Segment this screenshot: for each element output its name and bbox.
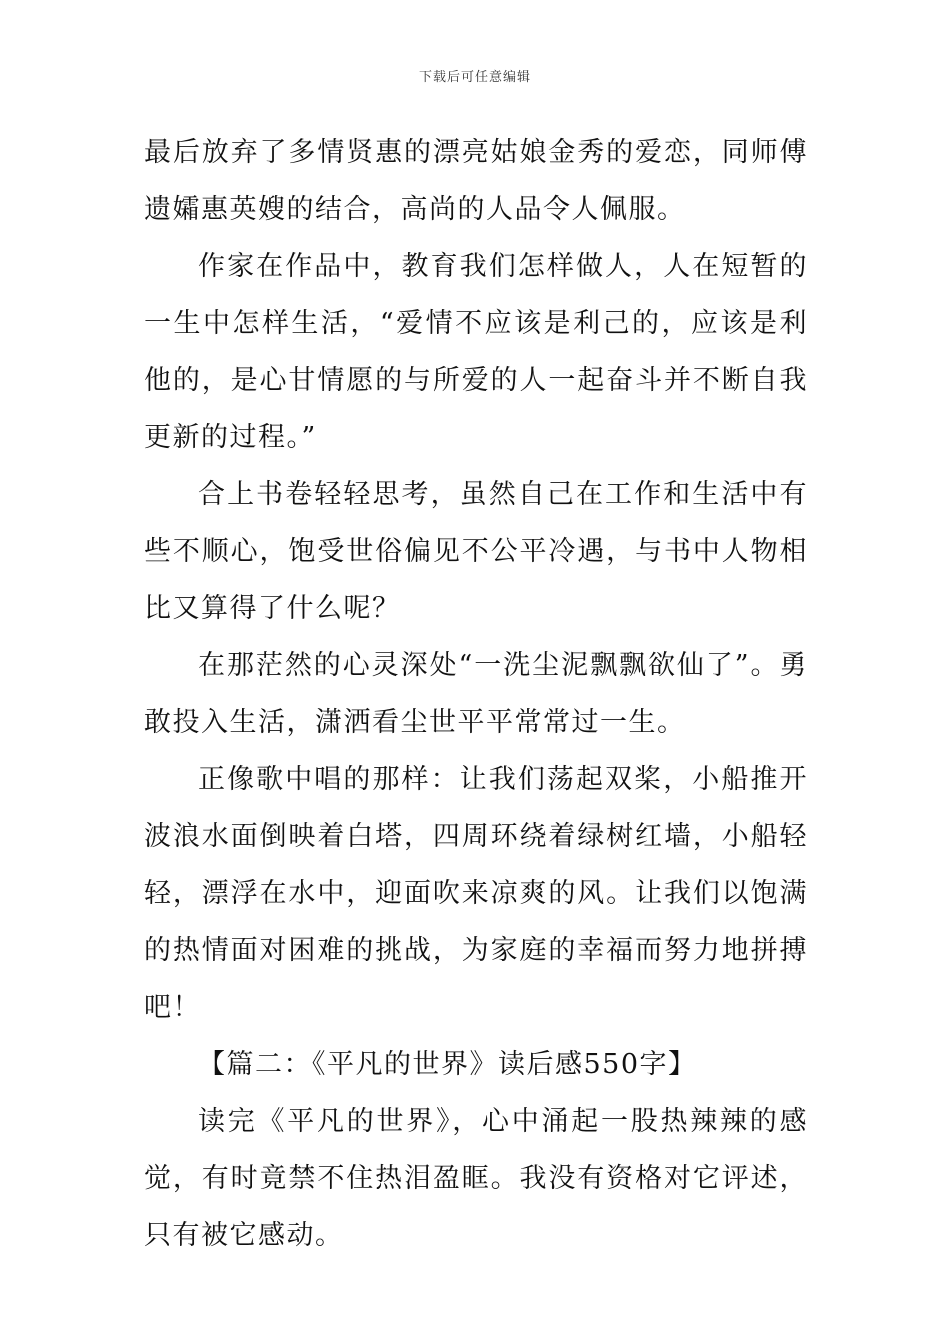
section-heading: 【篇二：《平凡的世界》读后感550字】 xyxy=(198,1049,697,1080)
paragraph-6: 读完《平凡的世界》，心中涌起一股热辣辣的感觉，有时竟禁不住热泪盈眶。我没有资格对它评述，只有被它感动。 xyxy=(144,1106,808,1251)
paragraph-5: 正像歌中唱的那样：让我们荡起双桨，小船推开波浪水面倒映着白塔，四周环绕着绿树红墙，小船轻轻，漂浮在水中，迎面吹来凉爽的风。让我们以饱满的热情面对困难的挑战，为家庭的幸福而努力地拼搏吧！ xyxy=(144,764,808,1023)
page-header: 下载后可任意编辑 xyxy=(418,70,531,85)
paragraph-2: 作家在作品中，教育我们怎样做人，人在短暂的一生中怎样生活，“爱情不应该是利己的，应该是利他的，是心甘情愿的与所爱的人一起奋斗并不断自我更新的过程。” xyxy=(144,251,808,453)
paragraph-4: 在那茫然的心灵深处“一洗尘泥飘飘欲仙了”。勇敢投入生活，潇洒看尘世平平常常过一生。 xyxy=(144,650,808,738)
paragraph-1: 最后放弃了多情贤惠的漂亮姑娘金秀的爱恋，同师傅遗孀惠英嫂的结合，高尚的人品令人佩服。 xyxy=(144,137,808,225)
paragraph-3: 合上书卷轻轻思考，虽然自己在工作和生活中有些不顺心，饱受世俗偏见不公平冷遇，与书中人物相比又算得了什么呢？ xyxy=(144,479,808,624)
body-text xyxy=(144,124,808,1264)
